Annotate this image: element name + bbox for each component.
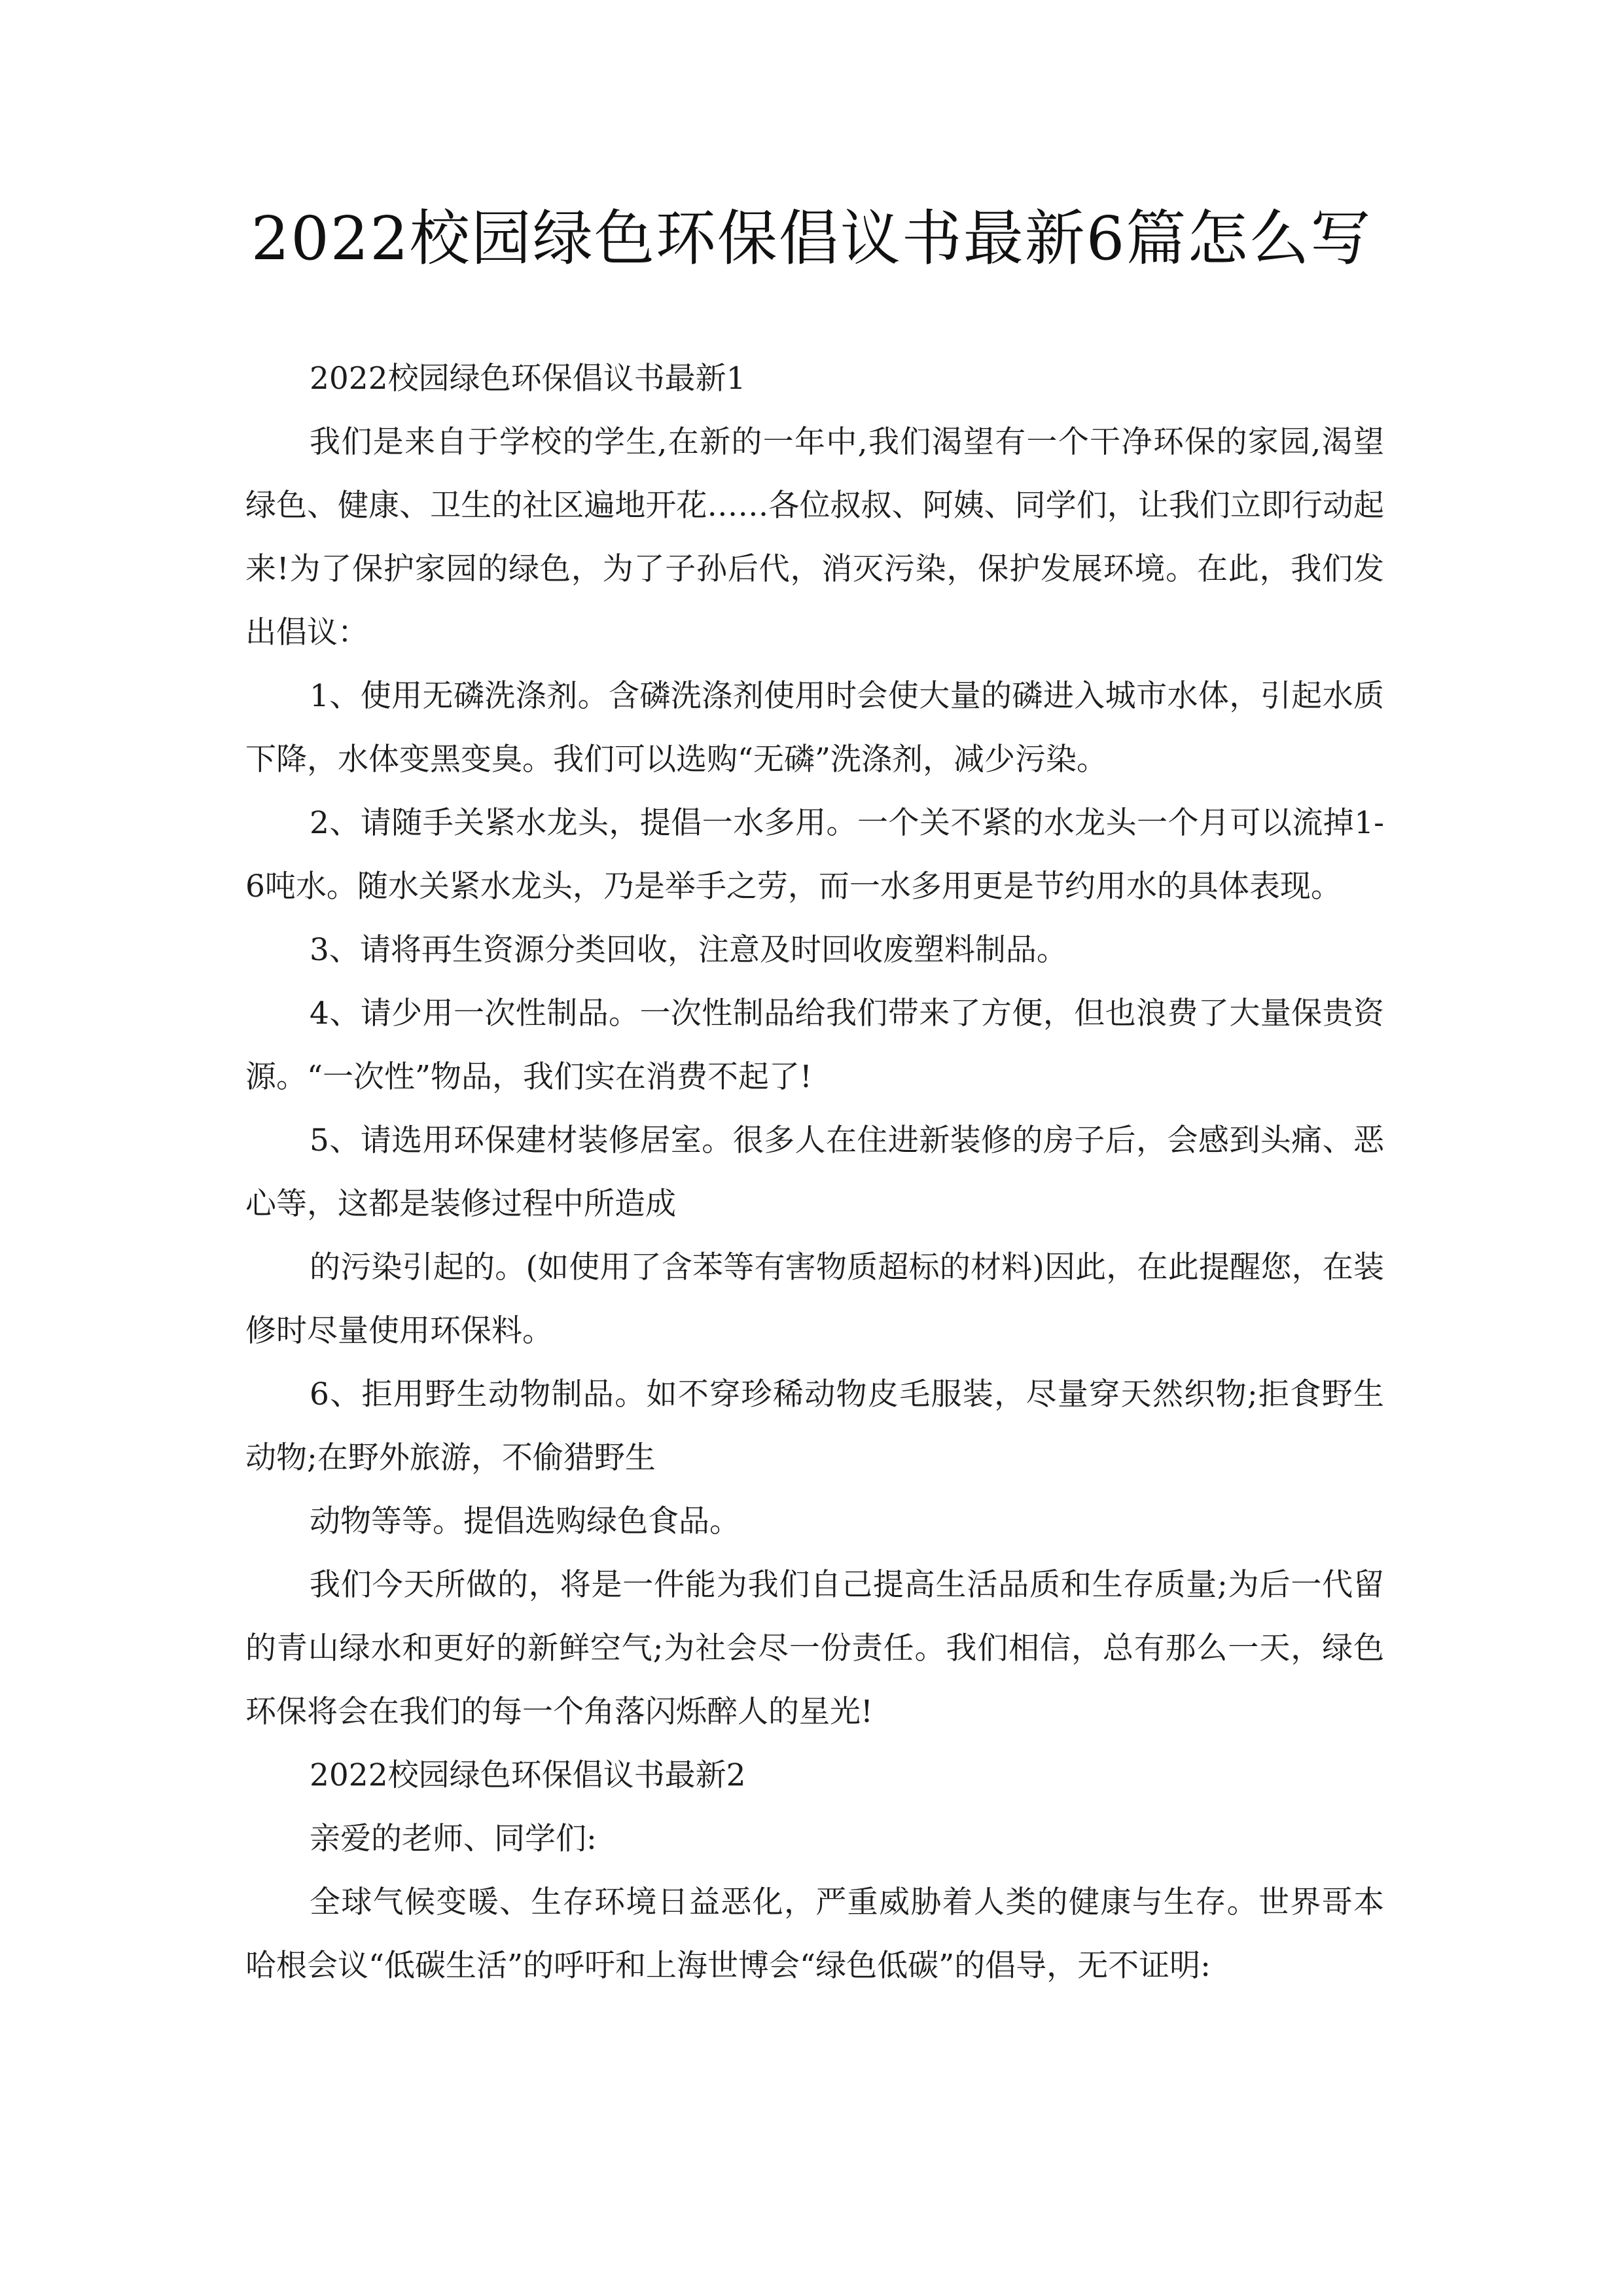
paragraph-section-2-body: 全球气候变暖、生存环境日益恶化，严重威胁着人类的健康与生存。世界哥本哈根会议“低碳生活”的呼吁和上海世博会“绿色低碳”的倡导，无不证明: [245, 1884, 1384, 1984]
paragraph-item-5-continued: 的污染引起的。(如使用了含苯等有害物质超标的材料)因此，在此提醒您，在装修时尽量使用环保料。 [245, 1249, 1384, 1349]
paragraph-item-6: 6、拒用野生动物制品。如不穿珍稀动物皮毛服装，尽量穿天然织物;拒食野生动物;在野外旅游，不偷猎野生 [245, 1376, 1384, 1476]
paragraph-item-2: 2、请随手关紧水龙头，提倡一水多用。一个关不紧的水龙头一个月可以流掉1-6吨水。随水关紧水龙头，乃是举手之劳，而一水多用更是节约用水的具体表现。 [245, 805, 1384, 905]
paragraph-item-4: 4、请少用一次性制品。一次性制品给我们带来了方便，但也浪费了大量保贵资源。“一次性”物品，我们实在消费不起了! [245, 996, 1384, 1095]
paragraph-item-1: 1、使用无磷洗涤剂。含磷洗涤剂使用时会使大量的磷进入城市水体，引起水质下降，水体变黑变臭。我们可以选购“无磷”洗涤剂，减少污染。 [245, 678, 1384, 778]
section-heading-1: 2022校园绿色环保倡议书最新1 [310, 361, 746, 397]
paragraph-item-5: 5、请选用环保建材装修居室。很多人在住进新装修的房子后，会感到头痛、恶心等，这都是装修过程中所造成 [245, 1122, 1384, 1222]
paragraph-salutation: 亲爱的老师、同学们: [310, 1821, 597, 1857]
document-body [245, 347, 1384, 1998]
document-title: 2022校园绿色环保倡议书最新6篇怎么写 [251, 204, 1372, 274]
paragraph-intro: 我们是来自于学校的学生,在新的一年中,我们渴望有一个干净环保的家园,渴望绿色、健康、卫生的社区遍地开花……各位叔叔、阿姨、同学们，让我们立即行动起来!为了保护家园的绿色，为了子孙后代，消灭污染，保护发展环境。在此，我们发出倡议： [245, 424, 1384, 651]
paragraph-item-3: 3、请将再生资源分类回收，注意及时回收废塑料制品。 [310, 932, 1067, 968]
paragraph-item-6-continued: 动物等等。提倡选购绿色食品。 [310, 1503, 740, 1539]
paragraph-closing: 我们今天所做的，将是一件能为我们自己提高生活品质和生存质量;为后一代留的青山绿水和更好的新鲜空气;为社会尽一份责任。我们相信，总有那么一天，绿色环保将会在我们的每一个角落闪烁醉人的星光! [245, 1567, 1384, 1730]
section-heading-2: 2022校园绿色环保倡议书最新2 [310, 1757, 746, 1793]
